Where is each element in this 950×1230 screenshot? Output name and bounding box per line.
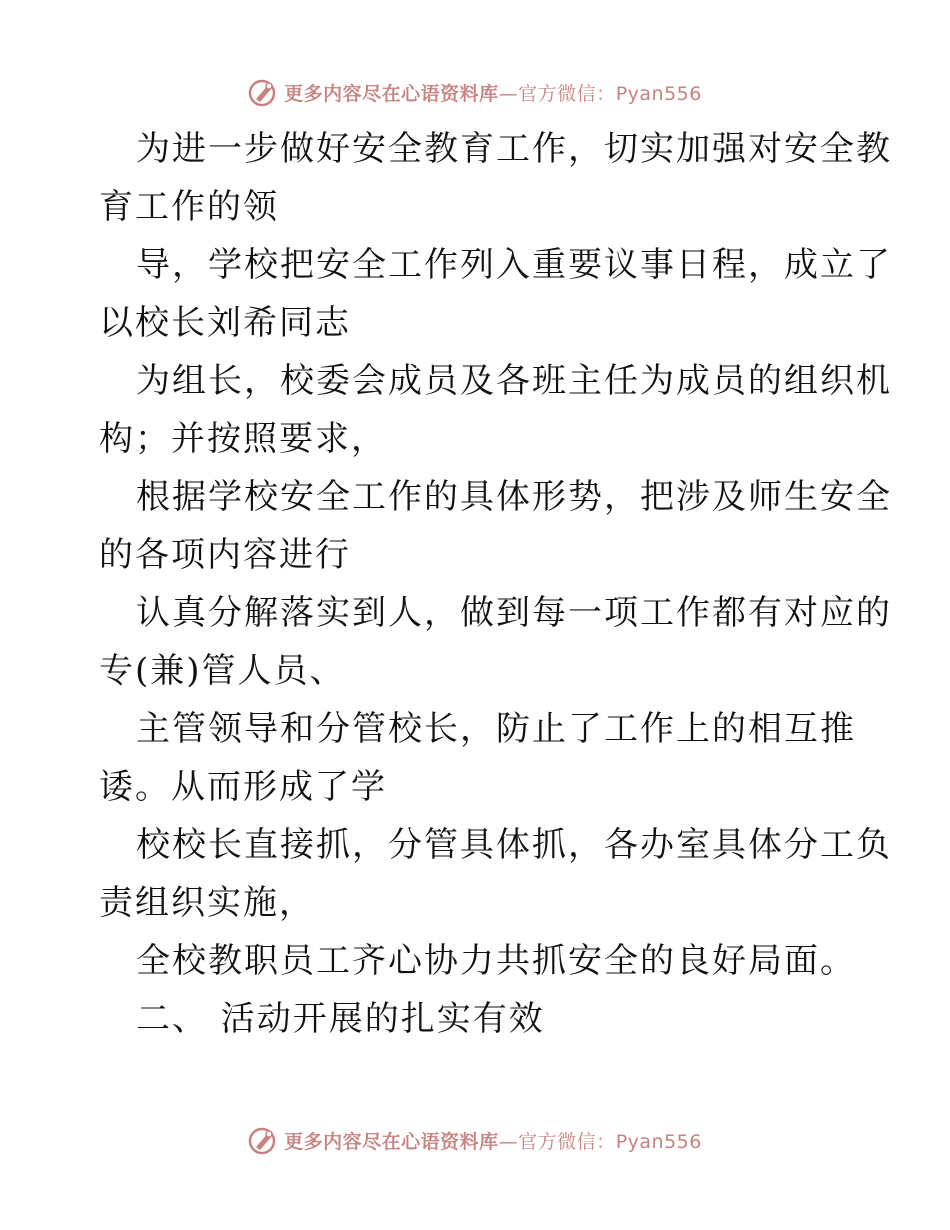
- paragraph-line: 为进一步做好安全教育工作，切实加强对安全教: [136, 129, 892, 169]
- paragraph-line: 全校教职员工齐心协力共抓安全的良好局面。: [136, 941, 856, 981]
- paragraph-line: 的各项内容进行: [99, 535, 351, 575]
- paragraph-line: 以校长刘希同志: [99, 303, 351, 343]
- footer-watermark-banner: [0, 1120, 950, 1160]
- paragraph-line: 导，学校把安全工作列入重要议事日程，成立了: [136, 245, 892, 285]
- header-watermark-text: 更多内容尽在心语资料库—官方微信：Pyan556: [284, 82, 702, 105]
- paragraph-line: 主管领导和分管校长，防止了工作上的相互推: [136, 709, 856, 749]
- paragraph-line: 校校长直接抓，分管具体抓，各办室具体分工负: [136, 825, 892, 865]
- logo-pen-icon: [248, 77, 278, 107]
- paragraph-line: 责组织实施，: [99, 883, 315, 923]
- paragraph-line: 认真分解落实到人，做到每一项工作都有对应的: [136, 593, 892, 633]
- paragraph-line: 构；并按照要求，: [99, 419, 387, 459]
- header-watermark-banner: [0, 72, 950, 112]
- footer-watermark-text: 更多内容尽在心语资料库—官方微信：Pyan556: [284, 1130, 702, 1153]
- paragraph-line: 根据学校安全工作的具体形势，把涉及师生安全: [136, 477, 892, 517]
- section-heading: 二、 活动开展的扎实有效: [136, 999, 545, 1039]
- logo-pen-icon: [248, 1125, 278, 1155]
- paragraph-line: 育工作的领: [99, 187, 279, 227]
- paragraph-line: 为组长，校委会成员及各班主任为成员的组织机: [136, 361, 892, 401]
- paragraph-line: 诿。从而形成了学: [99, 767, 387, 807]
- paragraph-line: 专(兼)管人员、: [99, 651, 346, 691]
